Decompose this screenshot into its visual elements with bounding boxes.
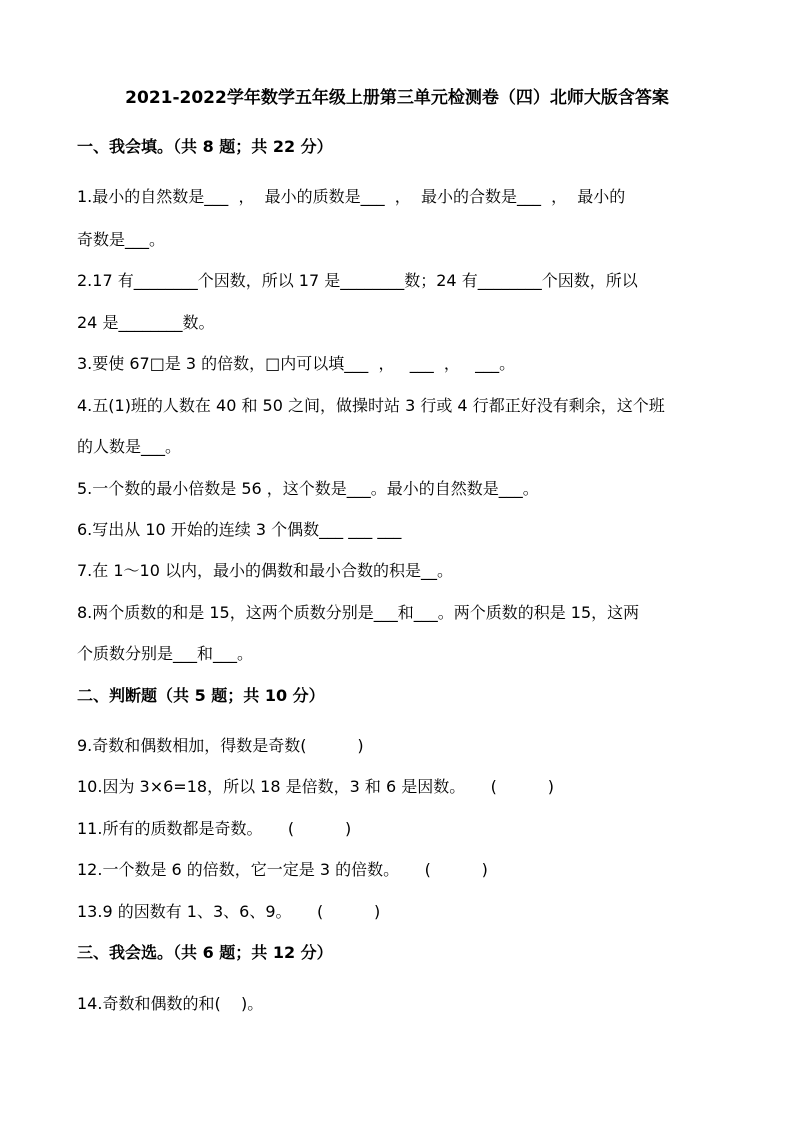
section-heading-fill-in: 一、我会填。（共 8 题；共 22 分）	[77, 137, 333, 156]
question-2-line-2: 24 是________数。	[77, 313, 215, 332]
page-title: 2021-2022学年数学五年级上册第三单元检测卷（四）北师大版含答案	[125, 88, 669, 108]
question-7: 7.在 1～10 以内，最小的偶数和最小合数的积是__。	[77, 561, 453, 580]
question-4-line-2: 的人数是___。	[77, 437, 182, 456]
question-4-line-1: 4.五(1)班的人数在 40 和 50 之间，做操时站 3 行或 4 行都正好没有剩余，这个班	[77, 396, 665, 415]
question-14: 14.奇数和偶数的和( )。	[77, 994, 264, 1013]
question-12: 12.一个数是 6 的倍数，它一定是 3 的倍数。 ( )	[77, 860, 488, 879]
question-6: 6.写出从 10 开始的连续 3 个偶数___ ___ ___	[77, 520, 402, 539]
section-heading-multiple-choice: 三、我会选。（共 6 题；共 12 分）	[77, 943, 333, 962]
question-5: 5.一个数的最小倍数是 56 ，这个数是___。最小的自然数是___。	[77, 479, 539, 498]
question-13: 13.9 的因数有 1、3、6、9。 ( )	[77, 902, 381, 921]
question-1-line-2: 奇数是___。	[77, 230, 166, 249]
question-3: 3.要使 67□是 3 的倍数，□内可以填___ ， ___ ， ___。	[77, 354, 516, 373]
question-10: 10.因为 3×6=18，所以 18 是倍数，3 和 6 是因数。 ( )	[77, 777, 554, 796]
question-11: 11.所有的质数都是奇数。 ( )	[77, 819, 352, 838]
section-heading-true-false: 二、判断题（共 5 题；共 10 分）	[77, 686, 325, 705]
question-8-line-2: 个质数分别是___和___。	[77, 644, 254, 663]
question-8-line-1: 8.两个质数的和是 15，这两个质数分别是___和___。两个质数的积是 15，这两	[77, 603, 640, 622]
question-9: 9.奇数和偶数相加，得数是奇数( )	[77, 736, 364, 755]
question-1-line-1: 1.最小的自然数是___ ， 最小的质数是___ ， 最小的合数是___ ， 最小的	[77, 187, 626, 206]
question-2-line-1: 2.17 有________个因数，所以 17 是________数；24 有________个因数，所以	[77, 271, 638, 290]
